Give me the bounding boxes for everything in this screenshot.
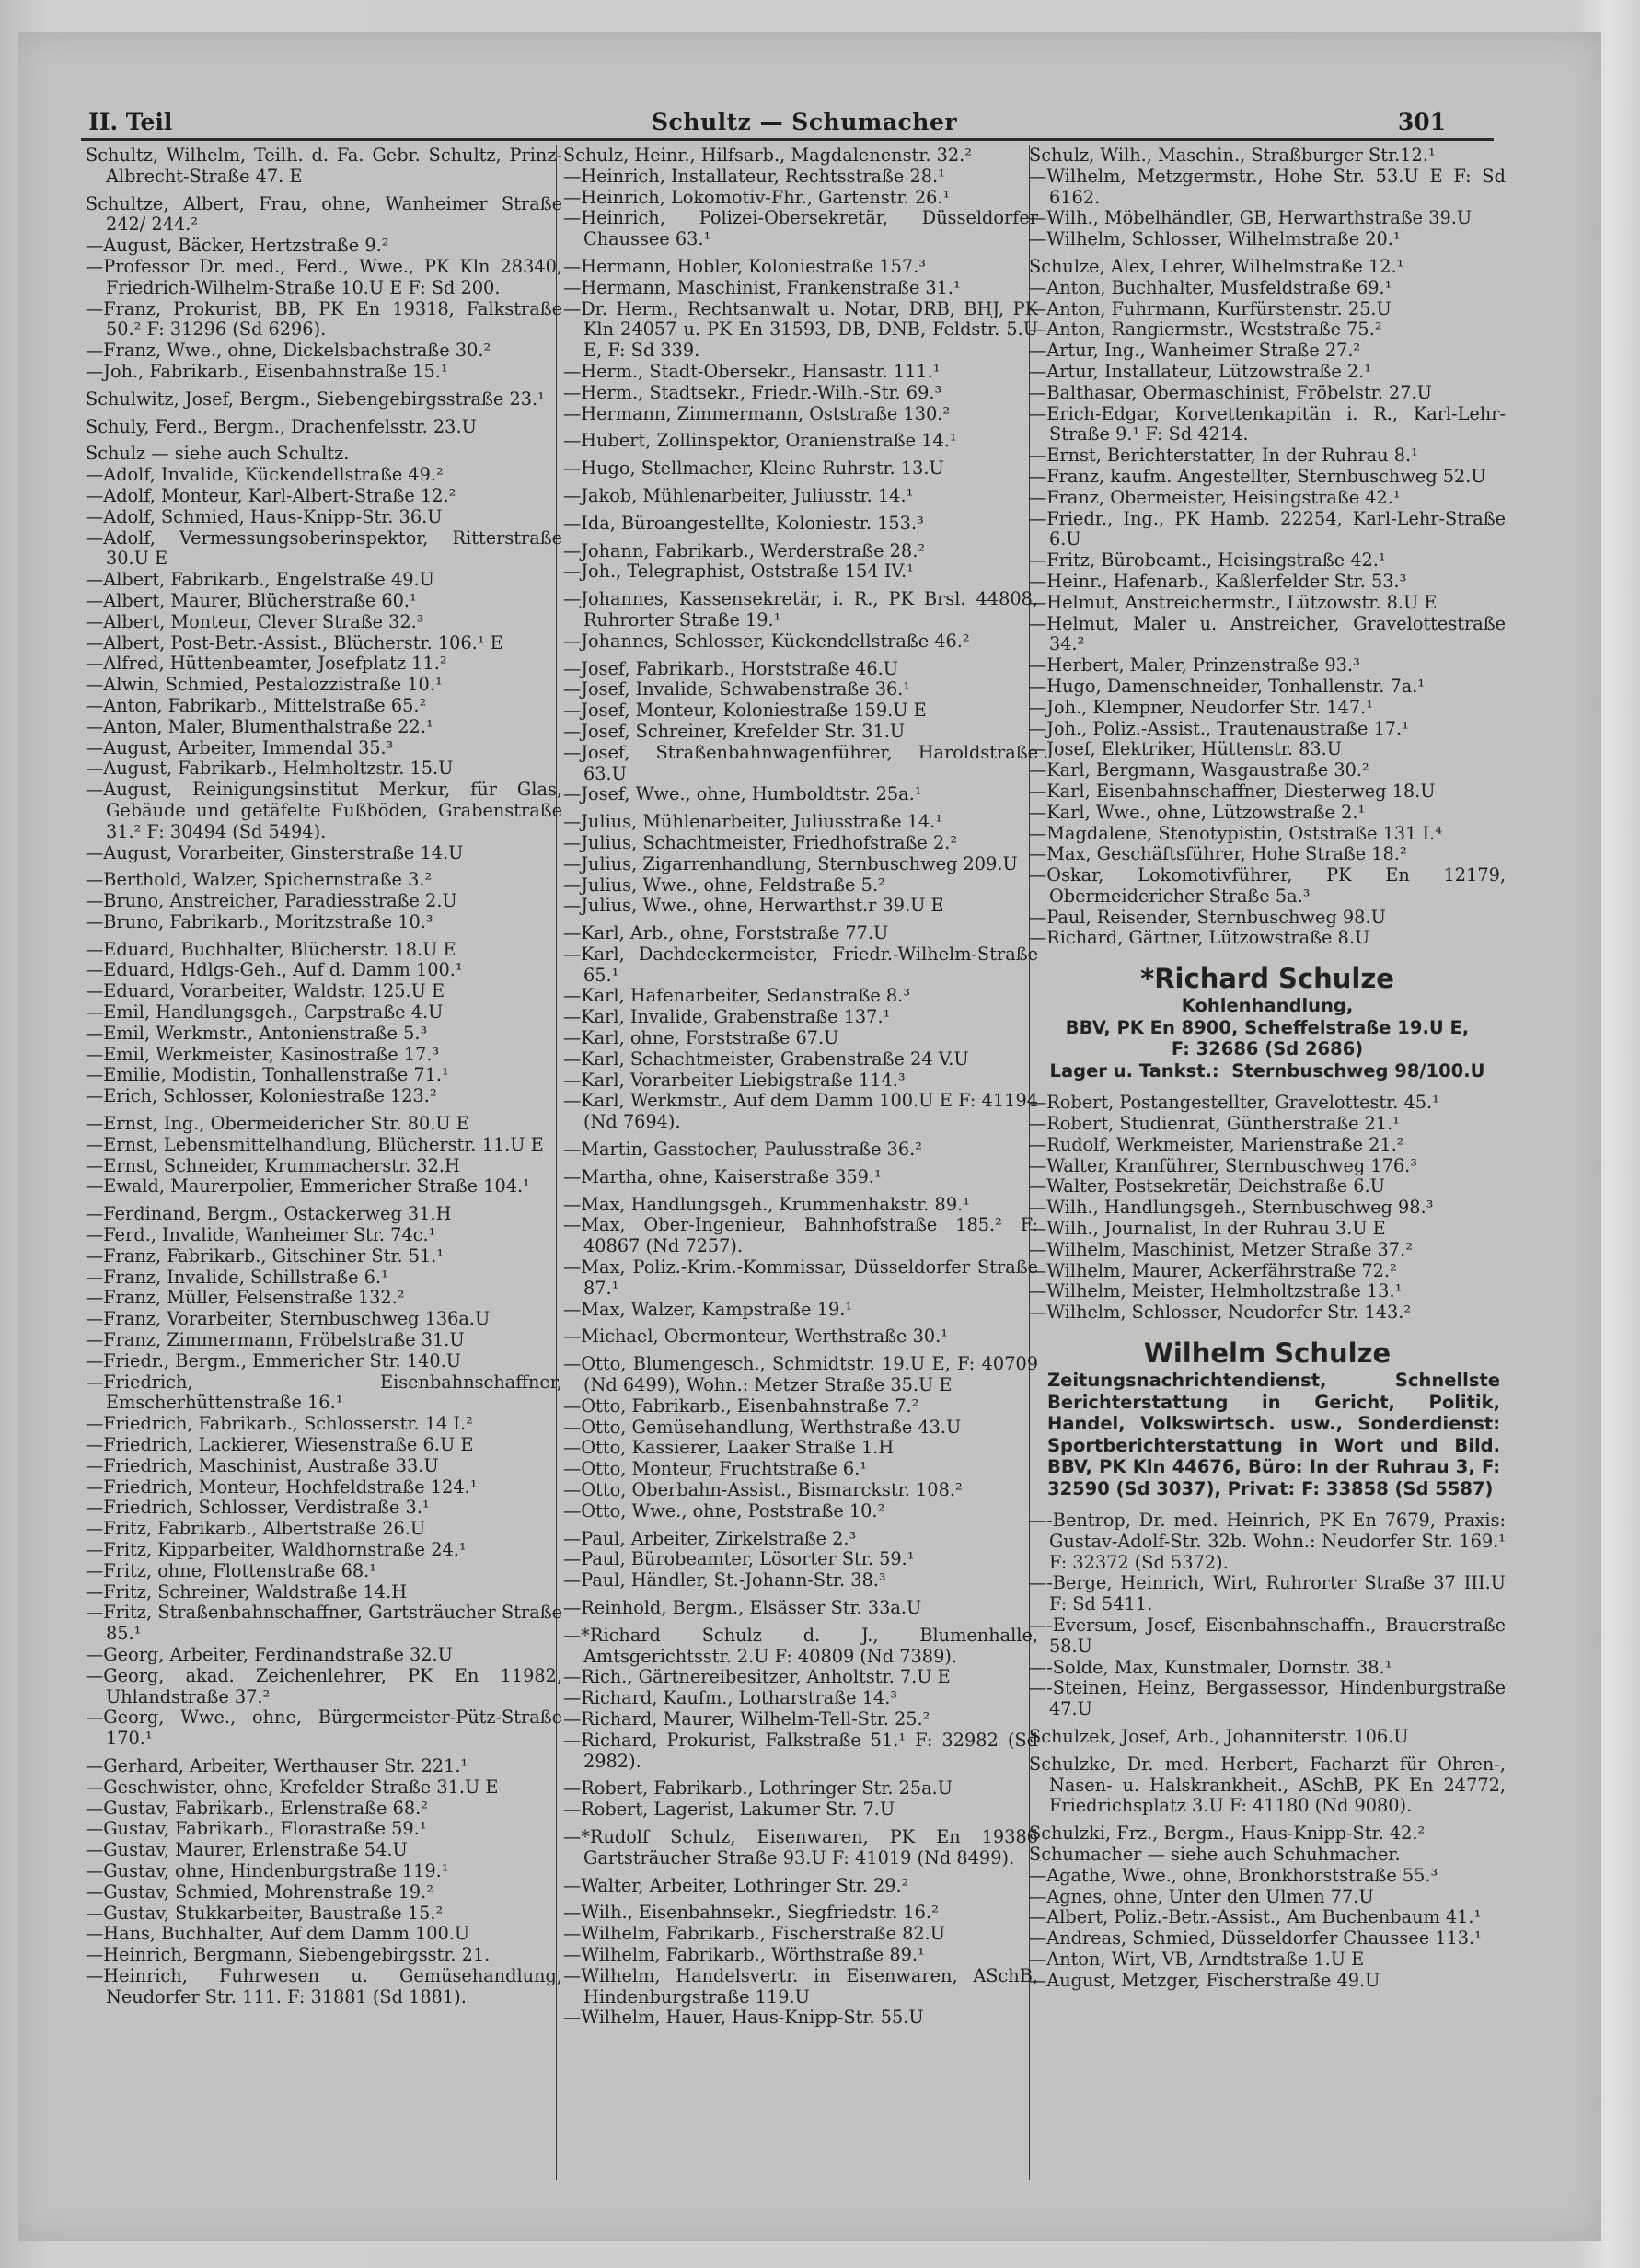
ad-line: F: 32686 (Sd 2686) — [1171, 1038, 1364, 1060]
directory-entry: —Wilhelm, Metzgermstr., Hohe Str. 53.U E F: Sd 6162. — [1029, 165, 1506, 208]
directory-entry: —Paul, Arbeiter, Zirkelstraße 2.³ — [563, 1527, 857, 1549]
directory-entry: —Anton, Rangiermstr., Weststraße 75.² — [1029, 318, 1382, 341]
directory-entry: —Jakob, Mühlenarbeiter, Juliusstr. 14.¹ — [563, 484, 914, 506]
directory-entry: —Joh., Poliz.-Assist., Trautenaustraße 17.¹ — [1029, 717, 1409, 739]
directory-entry: —Emil, Werkmeister, Kasinostraße 17.³ — [86, 1043, 440, 1065]
directory-entry: —Max, Geschäftsführer, Hohe Straße 18.² — [1029, 843, 1407, 865]
directory-entry: —Richard, Prokurist, Falkstraße 51.¹ F: 32982 (Sd 2982). — [563, 1729, 1038, 1772]
page-header — [88, 109, 1501, 142]
directory-entry: —Paul, Reisender, Sternbuschweg 98.U — [1029, 906, 1386, 928]
section-label: II. Teil — [88, 109, 173, 135]
directory-entry: —Berthold, Walzer, Spichernstraße 3.² — [86, 869, 433, 891]
directory-entry: —Walter, Kranführer, Sternbuschweg 176.³ — [1029, 1154, 1418, 1176]
directory-entry: —Karl, Bergmann, Wasgaustraße 30.² — [1029, 759, 1369, 781]
directory-entry: —Julius, Wwe., ohne, Feldstraße 5.² — [563, 874, 885, 896]
directory-entry: —August, Bäcker, Hertzstraße 9.² — [86, 235, 389, 257]
directory-entry: —Karl, Dachdeckermeister, Friedr.-Wilhelm-Straße 65.¹ — [563, 943, 1038, 986]
directory-entry: —August, Reinigungsinstitut Merkur, für Glas, Gebäude und getäfelte Fußböden, Grabenstraße 31.² F: 30494 (Sd 5494). — [86, 779, 562, 842]
directory-entry: —Agathe, Wwe., ohne, Bronkhorststraße 55.³ — [1029, 1864, 1438, 1886]
directory-entry: —Gustav, Maurer, Erlenstraße 54.U — [86, 1839, 408, 1861]
directory-entry: —-Steinen, Heinz, Bergassessor, Hindenburgstraße 47.U — [1029, 1677, 1506, 1720]
directory-entry: —Richard, Gärtner, Lützowstraße 8.U — [1029, 927, 1370, 949]
directory-entry: —Friedrich, Lackierer, Wiesenstraße 6.U E — [86, 1434, 474, 1456]
directory-entry: —Friedrich, Eisenbahnschaffner, Emscherhüttenstraße 16.¹ — [86, 1371, 562, 1414]
directory-entry: —Karl, Schachtmeister, Grabenstraße 24 V.U — [563, 1047, 969, 1070]
ad-line: Lager u. Tankst.: Sternbuschweg 98/100.U — [1049, 1059, 1485, 1082]
directory-entry: —Franz, kaufm. Angestellter, Sternbuschweg 52.U — [1029, 465, 1486, 487]
directory-entry: —Eduard, Vorarbeiter, Waldstr. 125.U E — [86, 980, 445, 1002]
directory-entry: —Heinrich, Installateur, Rechtsstraße 28.¹ — [563, 165, 945, 187]
directory-entry: —Josef, Straßenbahnwagenführer, Haroldstraße 63.U — [563, 741, 1038, 784]
directory-entry: —Friedr., Ing., PK Hamb. 22254, Karl-Lehr-Straße 6.U — [1029, 507, 1506, 550]
directory-entry: —-Berge, Heinrich, Wirt, Ruhrorter Straße 37 III.U F: Sd 5411. — [1029, 1572, 1506, 1615]
directory-entry: —Andreas, Schmied, Düsseldorfer Chaussee 113.¹ — [1029, 1927, 1482, 1950]
directory-entry: —Karl, Werkmstr., Auf dem Damm 100.U E F: 41194 (Nd 7694). — [563, 1090, 1038, 1133]
directory-entry: —Gustav, ohne, Hindenburgstraße 119.¹ — [86, 1859, 449, 1881]
directory-entry: —Johannes, Kassensekretär, i. R., PK Brsl. 44808, Ruhrorter Straße 19.¹ — [563, 588, 1038, 631]
directory-entry: —Erich-Edgar, Korvettenkapitän i. R., Karl-Lehr-Straße 9.¹ F: Sd 4214. — [1029, 402, 1506, 446]
directory-entry: —Robert, Postangestellter, Gravelottestr. 45.¹ — [1029, 1092, 1439, 1114]
directory-entry: —Robert, Fabrikarb., Lothringer Str. 25a.U — [563, 1777, 953, 1799]
directory-entry: —Otto, Wwe., ohne, Poststraße 10.² — [563, 1499, 885, 1522]
directory-entry: —Wilhelm, Schlosser, Wilhelmstraße 20.¹ — [1029, 228, 1401, 250]
column-3-entries-b — [1029, 1093, 1506, 1324]
directory-entry: —Hermann, Hobler, Koloniestraße 157.³ — [563, 255, 926, 277]
header-rule — [81, 138, 1494, 141]
directory-entry: —-Eversum, Josef, Eisenbahnschaffn., Brauerstraße 58.U — [1029, 1614, 1506, 1657]
directory-entry: —Hermann, Zimmermann, Oststraße 130.² — [563, 402, 951, 424]
directory-entry: Schultze, Albert, Frau, ohne, Wanheimer Straße 242/ 244.² — [86, 192, 562, 236]
directory-entry: —August, Vorarbeiter, Ginsterstraße 14.U — [86, 841, 464, 863]
directory-entry: —Ernst, Berichterstatter, In der Ruhrau 8.¹ — [1029, 445, 1418, 467]
directory-entry: Schulz, Heinr., Hilfsarb., Magdalenenstr. 32.² — [563, 145, 972, 166]
directory-entry: —Reinhold, Bergm., Elsässer Str. 33a.U — [563, 1597, 922, 1618]
directory-entry: —Fritz, Kipparbeiter, Waldhornstraße 24.¹ — [86, 1539, 467, 1560]
directory-entry: —Ferdinand, Bergm., Ostackerweg 31.H — [86, 1203, 452, 1225]
directory-entry: —Ida, Büroangestellte, Koloniestr. 153.³ — [563, 512, 924, 534]
directory-entry: —Herbert, Maler, Prinzenstraße 93.³ — [1029, 654, 1360, 677]
directory-entry: Schulzke, Dr. med. Herbert, Facharzt für Ohren-, Nasen- u. Halskrankheit., ASchB, PK En 24772, Friedrichsplatz 3.U F: 41180 (Nd 9080). — [1029, 1753, 1506, 1817]
directory-entry: —Otto, Kassierer, Laaker Straße 1.H — [563, 1437, 895, 1459]
directory-entry: —Josef, Invalide, Schwabenstraße 36.¹ — [563, 678, 911, 700]
directory-entry: —Georg, akad. Zeichenlehrer, PK En 11982, Uhlandstraße 37.² — [86, 1664, 562, 1707]
directory-entry: —Rudolf, Werkmeister, Marienstraße 21.² — [1029, 1133, 1404, 1155]
ad-line: Kohlenhandlung, — [1181, 995, 1354, 1017]
directory-entry: Schuly, Ferd., Bergm., Drachenfelsstr. 23.U — [86, 415, 477, 437]
directory-entry: —Wilhelm, Maschinist, Metzer Straße 37.² — [1029, 1238, 1413, 1260]
directory-entry: Schumacher — siehe auch Schuhmacher. — [1029, 1844, 1401, 1865]
directory-entry: —Richard, Maurer, Wilhelm-Tell-Str. 25.² — [563, 1707, 930, 1730]
directory-entry: —Anton, Fuhrmann, Kurfürstenstr. 25.U — [1029, 297, 1392, 319]
directory-entry: —Gustav, Stukkarbeiter, Baustraße 15.² — [86, 1902, 444, 1924]
directory-entry: —Balthasar, Obermaschinist, Fröbelstr. 27.U — [1029, 381, 1432, 403]
directory-entry: —Oskar, Lokomotivführer, PK En 12179, Obermeidericher Straße 5a.³ — [1029, 864, 1506, 907]
directory-entry: —Max, Poliz.-Krim.-Kommissar, Düsseldorfer Straße 87.¹ — [563, 1256, 1038, 1299]
ad-title: *Richard Schulze — [1140, 963, 1394, 995]
directory-entry: —Friedrich, Schlosser, Verdistraße 3.¹ — [86, 1497, 430, 1519]
directory-entry: Schulze, Alex, Lehrer, Wilhelmstraße 12.¹ — [1029, 255, 1404, 277]
directory-entry: Schulz, Wilh., Maschin., Straßburger Str.12.¹ — [1029, 145, 1436, 166]
column-1 — [86, 145, 562, 2008]
directory-entry: —Albert, Monteur, Clever Straße 32.³ — [86, 610, 424, 632]
directory-entry: —Agnes, ohne, Unter den Ulmen 77.U — [1029, 1885, 1374, 1907]
directory-entry: —Karl, Hafenarbeiter, Sedanstraße 8.³ — [563, 985, 911, 1007]
directory-entry: —Karl, Wwe., ohne, Lützowstraße 2.¹ — [1029, 801, 1366, 823]
directory-entry: —Fritz, ohne, Flottenstraße 68.¹ — [86, 1559, 376, 1581]
directory-entry: —Wilh., Eisenbahnsekr., Siegfriedstr. 16.² — [563, 1902, 939, 1924]
directory-entry: —Otto, Gemüsehandlung, Werthstraße 43.U — [563, 1416, 962, 1438]
directory-entry: —Max, Ober-Ingenieur, Bahnhofstraße 185.² F: 40867 (Nd 7257). — [563, 1214, 1038, 1257]
directory-entry: —Heinrich, Bergmann, Siebengebirgsstr. 21. — [86, 1944, 491, 1966]
directory-entry: —Magdalene, Stenotypistin, Oststraße 131 I.⁴ — [1029, 822, 1443, 844]
directory-entry: —Otto, Blumengesch., Schmidtstr. 19.U E, F: 40709 (Nd 6499), Wohn.: Metzer Straße 35.U E — [563, 1353, 1038, 1396]
directory-entry: —Gustav, Fabrikarb., Florastraße 59.¹ — [86, 1818, 427, 1840]
advertisement-richard-schulze — [1029, 962, 1506, 1082]
directory-entry: —Eduard, Buchhalter, Blücherstr. 18.U E — [86, 938, 456, 960]
directory-entry: —Paul, Bürobeamter, Lösorter Str. 59.¹ — [563, 1548, 915, 1570]
directory-entry: —Fritz, Straßenbahnschaffner, Gartsträucher Straße 85.¹ — [86, 1602, 562, 1645]
directory-entry: —Adolf, Schmied, Haus-Knipp-Str. 36.U — [86, 505, 443, 527]
directory-entry: —Julius, Schachtmeister, Friedhofstraße 2.² — [563, 831, 958, 853]
directory-entry: —Wilh., Journalist, In der Ruhrau 3.U E — [1029, 1218, 1386, 1240]
directory-entry: —Josef, Wwe., ohne, Humboldtstr. 25a.¹ — [563, 783, 922, 805]
directory-entry: —Ernst, Schneider, Krummacherstr. 32.H — [86, 1154, 460, 1176]
directory-entry: —Franz, Wwe., ohne, Dickelsbachstraße 30.² — [86, 340, 491, 362]
directory-entry: —Erich, Schlosser, Koloniestraße 123.² — [86, 1085, 437, 1107]
directory-entry: —Robert, Lagerist, Lakumer Str. 7.U — [563, 1799, 895, 1821]
directory-entry: —Franz, Fabrikarb., Gitschiner Str. 51.¹ — [86, 1244, 445, 1267]
directory-entry: —Johann, Fabrikarb., Werderstraße 28.² — [563, 539, 926, 561]
directory-entry: —Josef, Fabrikarb., Horststraße 46.U — [563, 657, 899, 679]
directory-entry: —Franz, Invalide, Schillstraße 6.¹ — [86, 1266, 388, 1288]
directory-entry: —Alfred, Hüttenbeamter, Josefplatz 11.² — [86, 653, 447, 675]
directory-entry: —Joh., Fabrikarb., Eisenbahnstraße 15.¹ — [86, 360, 448, 382]
column-3-entries-a — [1029, 145, 1506, 949]
directory-entry: —Friedrich, Monteur, Hochfeldstraße 124.¹ — [86, 1475, 478, 1498]
directory-entry: —Franz, Zimmermann, Fröbelstraße 31.U — [86, 1329, 465, 1351]
directory-entry: —Max, Handlungsgeh., Krummenhakstr. 89.¹ — [563, 1193, 970, 1215]
directory-entry: —Otto, Monteur, Fruchtstraße 6.¹ — [563, 1458, 868, 1480]
directory-entry: —Adolf, Vermessungsoberinspektor, Ritterstraße 30.U E — [86, 526, 562, 570]
directory-entry: —Ernst, Lebensmittelhandlung, Blücherstr. 11.U E — [86, 1133, 544, 1155]
directory-entry: —Karl, ohne, Forststraße 67.U — [563, 1027, 839, 1049]
directory-entry: —Karl, Arb., ohne, Forststraße 77.U — [563, 922, 889, 944]
directory-entry: —Heinrich, Fuhrwesen u. Gemüsehandlung, Neudorfer Str. 111. F: 31881 (Sd 1881). — [86, 1964, 562, 2008]
directory-entry: —Joh., Telegraphist, Oststraße 154 IV.¹ — [563, 561, 914, 583]
directory-entry: —Albert, Fabrikarb., Engelstraße 49.U — [86, 569, 434, 591]
directory-entry: —Artur, Ing., Wanheimer Straße 27.² — [1029, 340, 1361, 362]
directory-entry: —Michael, Obermonteur, Werthstraße 30.¹ — [563, 1325, 948, 1348]
directory-entry: —Rich., Gärtnereibesitzer, Anholtstr. 7.U E — [563, 1666, 951, 1688]
directory-entry: —Hugo, Stellmacher, Kleine Ruhrstr. 13.U — [563, 457, 944, 480]
directory-entry: —-Bentrop, Dr. med. Heinrich, PK En 7679, Praxis: Gustav-Adolf-Str. 32b. Wohn.: Neudorfer Str. 169.¹ F: 32372 (Sd 5372). — [1029, 1510, 1506, 1573]
directory-entry: —Martha, ohne, Kaiserstraße 359.¹ — [563, 1165, 882, 1187]
directory-entry: —Wilhelm, Maurer, Ackerfährstraße 72.² — [1029, 1259, 1397, 1281]
directory-entry: —Franz, Müller, Felsenstraße 132.² — [86, 1287, 405, 1309]
directory-entry: —Bruno, Fabrikarb., Moritzstraße 10.³ — [86, 910, 433, 932]
directory-entry: —Richard, Kaufm., Lotharstraße 14.³ — [563, 1687, 898, 1709]
directory-entry: —Heinr., Hafenarb., Kaßlerfelder Str. 53.³ — [1029, 570, 1407, 592]
directory-entry: —Karl, Vorarbeiter Liebigstraße 114.³ — [563, 1069, 906, 1091]
directory-entry: —Wilhelm, Fabrikarb., Wörthstraße 89.¹ — [563, 1943, 925, 1965]
directory-entry: —Gerhard, Arbeiter, Werthauser Str. 221.¹ — [86, 1754, 468, 1776]
directory-entry: —Adolf, Monteur, Karl-Albert-Straße 12.² — [86, 484, 456, 506]
directory-entry: —Friedrich, Maschinist, Austraße 33.U — [86, 1454, 439, 1476]
directory-entry: —Josef, Elektriker, Hüttenstr. 83.U — [1029, 738, 1343, 760]
directory-entry: —Professor Dr. med., Ferd., Wwe., PK Kln 28340, Friedrich-Wilhelm-Straße 10.U E F: Sd 200. — [86, 255, 562, 298]
directory-entry: —Wilh., Handlungsgeh., Sternbuschweg 98.³ — [1029, 1197, 1434, 1219]
column-3-entries-c — [1029, 1510, 1506, 1992]
column-2 — [563, 145, 1038, 2029]
directory-entry: —Wilhelm, Fabrikarb., Fischerstraße 82.U — [563, 1923, 946, 1945]
directory-entry: —Martin, Gasstocher, Paulusstraße 36.² — [563, 1139, 923, 1161]
directory-entry: —Eduard, Hdlgs-Geh., Auf d. Damm 100.¹ — [86, 959, 463, 981]
directory-entry: —Ferd., Invalide, Wanheimer Str. 74c.¹ — [86, 1224, 436, 1246]
directory-entry: —Dr. Herm., Rechtsanwalt u. Notar, DRB, BHJ, PK Kln 24057 u. PK En 31593, DB, DNB, Feldstr. 5.U E, F: Sd 339. — [563, 297, 1038, 362]
directory-entry: —Julius, Wwe., ohne, Herwarthst.r 39.U E — [563, 895, 944, 917]
directory-entry: —Anton, Fabrikarb., Mittelstraße 65.² — [86, 694, 427, 716]
directory-entry: —Bruno, Anstreicher, Paradiesstraße 2.U — [86, 890, 457, 912]
directory-entry: —Karl, Invalide, Grabenstraße 137.¹ — [563, 1006, 891, 1028]
directory-entry: —Fritz, Schreiner, Waldstraße 14.H — [86, 1580, 408, 1603]
directory-entry: —Hermann, Maschinist, Frankenstraße 31.¹ — [563, 276, 961, 298]
directory-entry: —August, Metzger, Fischerstraße 49.U — [1029, 1969, 1380, 1991]
directory-entry: —Robert, Studienrat, Güntherstraße 21.¹ — [1029, 1113, 1401, 1135]
directory-entry: —Gustav, Schmied, Mohrenstraße 19.² — [86, 1880, 433, 1903]
directory-entry: —Anton, Wirt, VB, Arndtstraße 1.U E — [1029, 1948, 1365, 1970]
directory-entry: —August, Arbeiter, Immendal 35.³ — [86, 736, 394, 758]
directory-entry: —Julius, Mühlenarbeiter, Juliusstraße 14.¹ — [563, 811, 943, 833]
ad-title: Wilhelm Schulze — [1143, 1337, 1392, 1370]
directory-entry: —Heinrich, Lokomotiv-Fhr., Gartenstr. 26.¹ — [563, 186, 951, 208]
directory-entry: —Max, Walzer, Kampstraße 19.¹ — [563, 1298, 853, 1320]
directory-entry: —Johannes, Schlosser, Kückendellstraße 46.² — [563, 630, 970, 652]
directory-entry: —Georg, Arbeiter, Ferdinandstraße 32.U — [86, 1643, 453, 1665]
directory-entry: —Ewald, Maurerpolier, Emmericher Straße 104.¹ — [86, 1175, 530, 1198]
directory-entry: —Paul, Händler, St.-Johann-Str. 38.³ — [563, 1569, 886, 1591]
directory-entry: —Anton, Maler, Blumenthalstraße 22.¹ — [86, 715, 433, 737]
directory-entry: —August, Fabrikarb., Helmholtzstr. 15.U — [86, 758, 454, 780]
directory-entry: —Emil, Handlungsgeh., Carpstraße 4.U — [86, 1001, 444, 1024]
directory-entry: —Emil, Werkmstr., Antonienstraße 5.³ — [86, 1022, 428, 1044]
directory-entry: —Joh., Klempner, Neudorfer Str. 147.¹ — [1029, 696, 1373, 718]
directory-entry: —Hubert, Zollinspektor, Oranienstraße 14.¹ — [563, 430, 957, 452]
directory-entry: Schultz, Wilhelm, Teilh. d. Fa. Gebr. Schultz, Prinz-Albrecht-Straße 47. E — [86, 145, 562, 187]
directory-entry: —Hugo, Damenschneider, Tonhallenstr. 7a.¹ — [1029, 675, 1426, 697]
directory-entry: —Herm., Stadt-Obersekr., Hansastr. 111.¹ — [563, 360, 941, 382]
directory-entry: —Wilhelm, Hauer, Haus-Knipp-Str. 55.U — [563, 2007, 924, 2029]
directory-entry: —Walter, Arbeiter, Lothringer Str. 29.² — [563, 1874, 909, 1896]
directory-entry: —Helmut, Anstreichermstr., Lützowstr. 8.U E — [1029, 591, 1438, 613]
directory-entry: Schulwitz, Josef, Bergm., Siebengebirgsstraße 23.¹ — [86, 388, 545, 410]
directory-entry: —Wilh., Möbelhändler, GB, Herwarthstraße 39.U — [1029, 207, 1473, 229]
directory-entry: —Wilhelm, Meister, Helmholtzstraße 13.¹ — [1029, 1280, 1403, 1302]
directory-entry: —Karl, Eisenbahnschaffner, Diesterweg 18.U — [1029, 780, 1436, 802]
directory-entry: —Julius, Zigarrenhandlung, Sternbuschweg 209.U — [563, 852, 1018, 874]
running-title: Schultz — Schumacher — [652, 109, 958, 135]
directory-entry: —Georg, Wwe., ohne, Bürgermeister-Pütz-Straße 170.¹ — [86, 1707, 562, 1750]
directory-entry: —Otto, Oberbahn-Assist., Bismarckstr. 108.² — [563, 1479, 963, 1501]
directory-entry: Schulz — siehe auch Schultz. — [86, 443, 350, 465]
directory-entry: —Alwin, Schmied, Pestalozzistraße 10.¹ — [86, 674, 443, 696]
directory-entry: —Geschwister, ohne, Krefelder Straße 31.U E — [86, 1776, 499, 1798]
directory-entry: —-Solde, Max, Kunstmaler, Dornstr. 38.¹ — [1029, 1656, 1392, 1678]
directory-entry: —Walter, Postsekretär, Deichstraße 6.U — [1029, 1175, 1385, 1198]
directory-entry: —Anton, Buchhalter, Musfeldstraße 69.¹ — [1029, 276, 1392, 298]
directory-entry: —Franz, Obermeister, Heisingstraße 42.¹ — [1029, 486, 1401, 508]
directory-entry: Schulzek, Josef, Arb., Johanniterstr. 106.U — [1029, 1726, 1409, 1748]
directory-entry: —Albert, Poliz.-Betr.-Assist., Am Buchenbaum 41.¹ — [1029, 1906, 1482, 1928]
directory-entry: —Emilie, Modistin, Tonhallenstraße 71.¹ — [86, 1064, 449, 1086]
page-number: 301 — [1397, 109, 1446, 135]
directory-entry: —*Rudolf Schulz, Eisenwaren, PK En 19386 Gartsträucher Straße 93.U F: 41019 (Nd 8499). — [563, 1825, 1038, 1869]
directory-entry: —Otto, Fabrikarb., Eisenbahnstraße 7.² — [563, 1394, 919, 1417]
directory-entry: —Gustav, Fabrikarb., Erlenstraße 68.² — [86, 1797, 428, 1819]
advertisement-wilhelm-schulze — [1029, 1336, 1506, 1499]
directory-entry: —Albert, Maurer, Blücherstraße 60.¹ — [86, 589, 417, 611]
directory-entry: —Herm., Stadtsekr., Friedr.-Wilh.-Str. 69.³ — [563, 381, 942, 403]
directory-entry: —Josef, Schreiner, Krefelder Str. 31.U — [563, 720, 906, 742]
ad-line: BBV, PK En 8900, Scheffelstraße 19.U E, — [1065, 1016, 1470, 1038]
directory-entry: —Heinrich, Polizei-Obersekretär, Düsseldorfer Chaussee 63.¹ — [563, 207, 1038, 250]
directory-entry: —Wilhelm, Handelsvertr. in Eisenwaren, ASchB, Hindenburgstraße 119.U — [563, 1964, 1038, 2008]
directory-entry: —Fritz, Fabrikarb., Albertstraße 26.U — [86, 1518, 426, 1540]
directory-entry: —Wilhelm, Schlosser, Neudorfer Str. 143.² — [1029, 1302, 1412, 1324]
directory-entry: —Franz, Prokurist, BB, PK En 19318, Falkstraße 50.² F: 31296 (Sd 6296). — [86, 297, 562, 341]
ad-line: Zeitungsnachrichtendienst, Schnellste Berichterstattung in Gericht, Politik, Handel, Volkswirtsch. usw., Sonderdienst: Sportberichterstattung in Wort und Bild. BBV, PK Kln 44676, Büro: In der Ruhrau 3, F: 32590 (Sd 3037), Privat: F: 33858 (Sd 5587) — [1047, 1370, 1500, 1499]
directory-entry: —*Richard Schulz d. J., Blumenhalle, Amtsgerichtsstr. 2.U F: 40809 (Nd 7389). — [563, 1624, 1038, 1667]
directory-entry: —Friedrich, Fabrikarb., Schlosserstr. 14 I.² — [86, 1413, 473, 1435]
directory-entry: —Adolf, Invalide, Kückendellstraße 49.² — [86, 464, 444, 486]
directory-entry: —Josef, Monteur, Koloniestraße 159.U E — [563, 700, 927, 722]
directory-entry: —Franz, Vorarbeiter, Sternbuschweg 136a.U — [86, 1308, 491, 1330]
directory-entry: —Ernst, Ing., Obermeidericher Str. 80.U E — [86, 1113, 469, 1135]
directory-entry: —Fritz, Bürobeamt., Heisingstraße 42.¹ — [1029, 550, 1386, 572]
directory-entry: —Friedr., Bergm., Emmericher Str. 140.U — [86, 1349, 461, 1371]
directory-entry: —Artur, Installateur, Lützowstraße 2.¹ — [1029, 360, 1372, 382]
column-3 — [1029, 145, 1506, 1992]
directory-entry: —Helmut, Maler u. Anstreicher, Gravelottestraße 34.² — [1029, 612, 1506, 655]
directory-entry: Schulzki, Frz., Bergm., Haus-Knipp-Str. 42.² — [1029, 1822, 1426, 1845]
directory-entry: —Albert, Post-Betr.-Assist., Blücherstr. 106.¹ E — [86, 631, 503, 654]
directory-entry: —Hans, Buchhalter, Auf dem Damm 100.U — [86, 1923, 470, 1945]
